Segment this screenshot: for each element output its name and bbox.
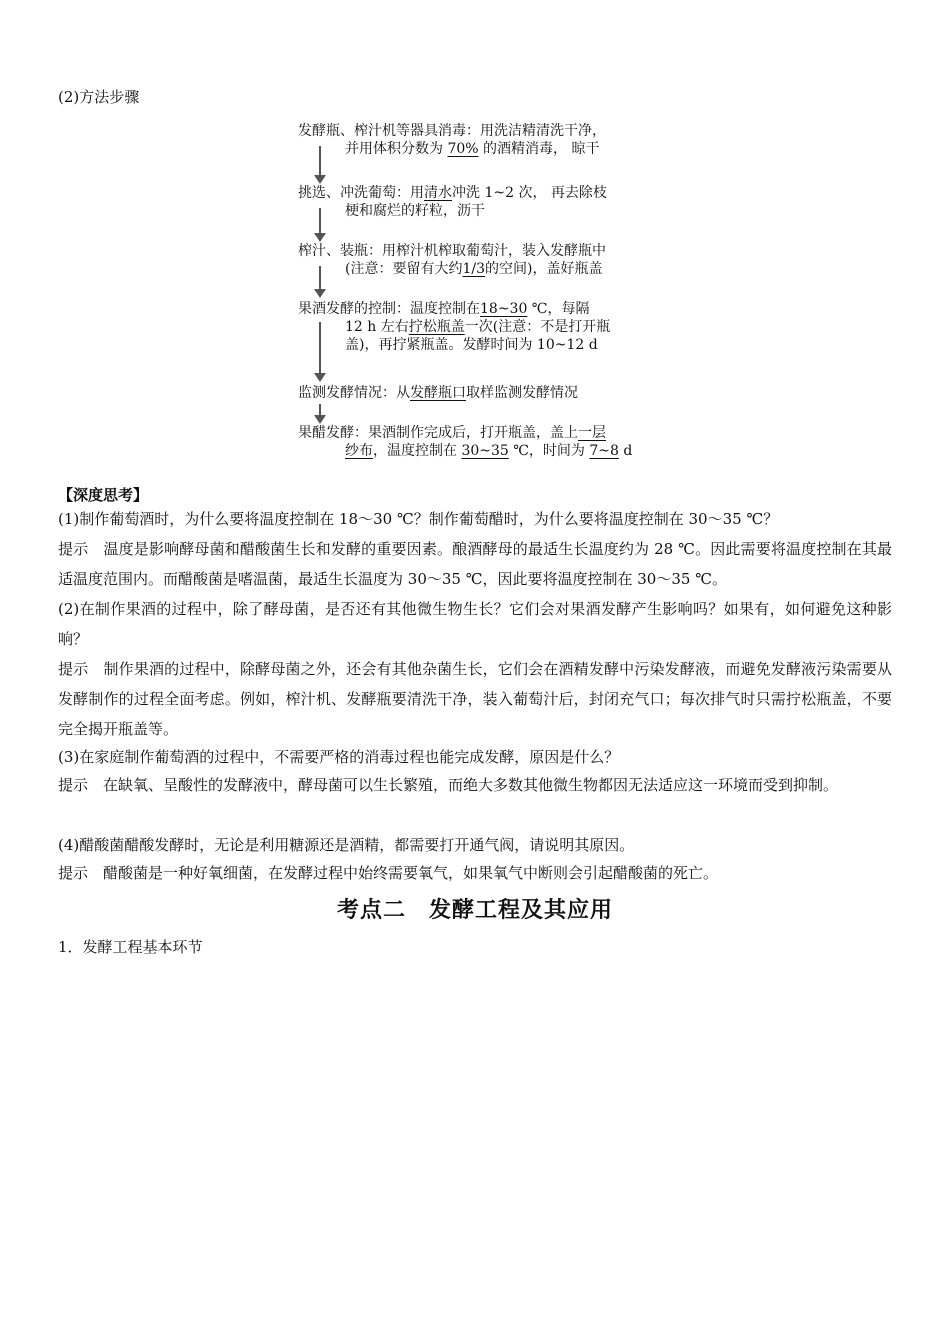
flow-text: 盖)，再拧紧瓶盖。发酵时间为 10~12 d <box>345 337 598 353</box>
question-4: (4)醋酸菌醋酸发酵时，无论是利用糖源还是酒精，都需要打开通气阀，请说明其原因。 <box>58 836 635 854</box>
flow-text: 果醋发酵：果酒制作完成后，打开瓶盖，盖上一层 <box>298 425 606 441</box>
question-3: (3)在家庭制作葡萄酒的过程中，不需要严格的消毒过程也能完成发酵，原因是什么？ <box>58 748 620 766</box>
flow-text: 榨汁、装瓶：用榨汁机榨取葡萄汁，装入发酵瓶中 <box>298 243 606 259</box>
answer-1: 提示 温度是影响酵母菌和醋酸菌生长和发酵的重要因素。酿酒酵母的最适生长温度约为 28 ℃。因此需要将温度控制在其最适温度范围内。而醋酸菌是嗜温菌，最适生长温度为 30～35 ℃，因此要将温度控制在 30～35 ℃。 <box>58 540 892 588</box>
flow-step-wine-ferment <box>298 300 610 354</box>
question-1: (1)制作葡萄酒时，为什么要将温度控制在 18～30 ℃？制作葡萄醋时，为什么要将温度控制在 30～35 ℃？ <box>58 510 779 528</box>
list-item: 1．发酵工程基本环节 <box>58 938 203 956</box>
flow-text: 并用体积分数为 70% 的酒精消毒， 晾干 <box>345 141 600 157</box>
flow-text: 果酒发酵的控制：温度控制在18~30 ℃，每隔 <box>298 301 590 317</box>
flow-text: 挑选、冲洗葡萄：用清水冲洗 1~2 次， 再去除枝 <box>298 185 607 201</box>
flow-step-juice <box>298 242 606 278</box>
down-arrow-icon <box>314 266 326 298</box>
flow-step-sterilize <box>298 122 606 158</box>
process-flowchart <box>298 122 658 468</box>
down-arrow-icon <box>314 322 326 382</box>
flow-text: 梗和腐烂的籽粒，沥干 <box>345 203 485 219</box>
answer-3: 提示 在缺氧、呈酸性的发酵液中，酵母菌可以生长繁殖，而绝大多数其他微生物都因无法适应这一环境而受到抑制。 <box>58 776 839 794</box>
flow-text: (注意：要留有大约1/3的空间)，盖好瓶盖 <box>345 261 603 277</box>
flow-step-monitor <box>298 384 578 402</box>
answer-4: 提示 醋酸菌是一种好氧细菌，在发酵过程中始终需要氧气，如果氧气中断则会引起醋酸菌的死亡。 <box>58 864 719 882</box>
down-arrow-icon <box>314 404 326 424</box>
question-2: (2)在制作果酒的过程中，除了酵母菌，是否还有其他微生物生长？它们会对果酒发酵产生影响吗？如果有，如何避免这种影响？ <box>58 600 892 648</box>
flow-step-vinegar-ferment <box>298 424 632 460</box>
answer-2: 提示 制作果酒的过程中，除酵母菌之外，还会有其他杂菌生长，它们会在酒精发酵中污染发酵液，而避免发酵液污染需要从发酵制作的过程全面考虑。例如，榨汁机、发酵瓶要清洗干净，装入葡萄汁后，封闭充气口；每次排气时只需拧松瓶盖，不要完全揭开瓶盖等。 <box>58 660 892 738</box>
down-arrow-icon <box>314 208 326 242</box>
flow-step-wash <box>298 184 607 220</box>
method-steps-heading: (2)方法步骤 <box>58 88 140 106</box>
flow-text: 12 h 左右拧松瓶盖一次(注意：不是打开瓶 <box>345 319 611 335</box>
flow-text: 纱布，温度控制在 30~35 ℃，时间为 7~8 d <box>345 443 633 459</box>
flow-text: 监测发酵情况：从发酵瓶口取样监测发酵情况 <box>298 385 578 401</box>
flow-text: 发酵瓶、榨汁机等器具消毒：用洗洁精清洗干净， <box>298 123 606 139</box>
section-title: 考点二 发酵工程及其应用 <box>336 897 613 923</box>
down-arrow-icon <box>314 146 326 184</box>
deep-thinking-heading: 【深度思考】 <box>58 486 149 504</box>
